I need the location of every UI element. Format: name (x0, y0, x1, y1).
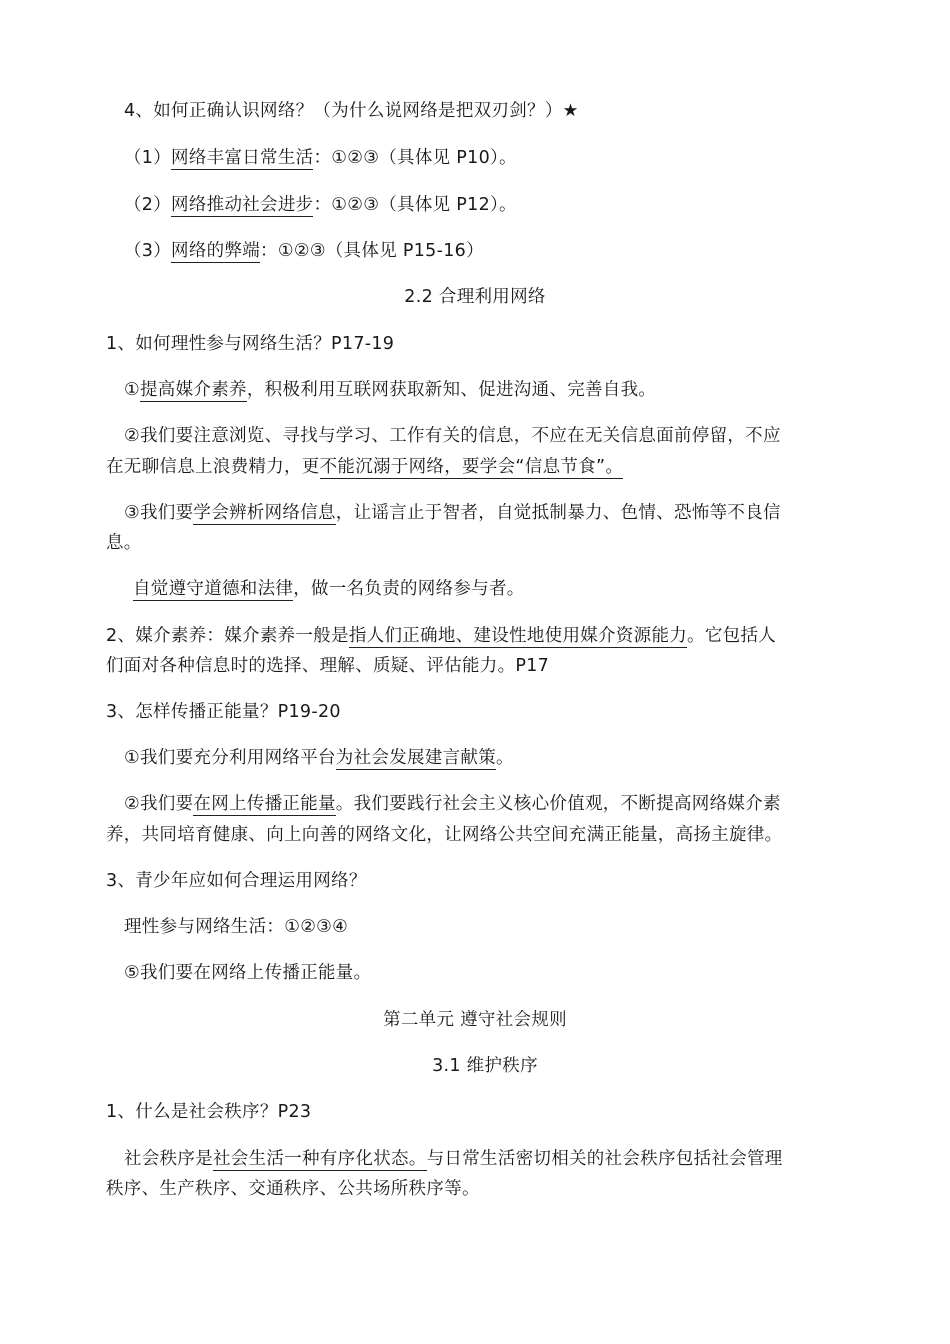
q4-item-3 (124, 240, 854, 262)
q1-point-3-line-1 (124, 502, 854, 524)
q3b-line-1: 理性参与网络生活：①②③④ (124, 917, 349, 937)
point-text: ①我们要充分利用网络平台 (124, 748, 336, 768)
question-5-title: 1、什么是社会秩序？P23 (106, 1102, 312, 1122)
q1-point-4 (133, 578, 863, 600)
item-text: ：①②③（具体见 P15-16） (260, 241, 484, 261)
item-prefix: （2） (124, 195, 172, 215)
q1-point-3-line-2: 息。 (106, 533, 142, 553)
item-text: ：①②③（具体见 P12）。 (313, 195, 517, 215)
underlined-key-phrase: 在网上传播正能量 (193, 794, 336, 814)
q3-point-1 (124, 747, 854, 769)
underlined-key-phrase: 学会辨析网络信息 (193, 503, 336, 523)
point-text: 。 (496, 748, 514, 768)
question-2-line-2: 们面对各种信息时的选择、理解、质疑、评估能力。P17 (106, 656, 550, 676)
underlined-key-phrase: 网络推动社会进步 (171, 195, 314, 215)
question-3-title: 3、怎样传播正能量？P19-20 (106, 702, 341, 722)
q1-point-1 (124, 379, 854, 401)
question-2-line-1 (106, 625, 836, 647)
q3b-line-2: ⑤我们要在网络上传播正能量。 (124, 963, 372, 983)
q1-point-2-line-1: ②我们要注意浏览、寻找与学习、工作有关的信息，不应在无关信息面前停留，不应 (124, 426, 781, 446)
q4-item-2 (124, 194, 854, 216)
q4-item-1 (124, 147, 854, 169)
q1-point-2-line-2 (106, 456, 836, 478)
underlined-key-phrase: 社会生活一种有序化状态。 (213, 1149, 427, 1169)
section-heading-2-2: 2.2 合理利用网络 (404, 287, 546, 307)
point-marker: ① (124, 380, 140, 400)
question-3b-title: 3、青少年应如何合理运用网络？ (106, 871, 367, 891)
underlined-key-phrase: 提高媒介素养 (140, 380, 247, 400)
point-text: ，积极利用互联网获取新知、促进沟通、完善自我。 (246, 380, 657, 400)
question-4-title: 4、如何正确认识网络？（为什么说网络是把双刃剑？）★ (124, 101, 579, 121)
definition-text: 社会秩序是 (124, 1149, 213, 1169)
definition-text: 与日常生活密切相关的社会秩序包括社会管理 (426, 1149, 783, 1169)
item-prefix: （1） (124, 148, 172, 168)
underlined-key-phrase: 不能沉溺于网络，要学会“信息节食”。 (319, 457, 624, 477)
section-heading-3-1: 3.1 维护秩序 (432, 1056, 538, 1076)
point-text: ，让谣言止于智者，自觉抵制暴力、色情、恐怖等不良信 (335, 503, 781, 523)
unit-heading: 第二单元 遵守社会规则 (383, 1010, 567, 1030)
point-text: ③我们要 (124, 503, 194, 523)
q3-point-2-line-2: 养，共同培育健康、向上向善的网络文化，让网络公共空间充满正能量，高扬主旋律。 (106, 825, 783, 845)
underlined-key-phrase: 为社会发展建言献策 (335, 748, 496, 768)
item-text: ：①②③（具体见 P10）。 (313, 148, 517, 168)
underlined-key-phrase: 指人们正确地、建设性地使用媒介资源能力 (348, 626, 688, 646)
underlined-key-phrase: 网络丰富日常生活 (171, 148, 314, 168)
definition-text: 。它包括人 (687, 626, 777, 646)
item-prefix: （3） (124, 241, 172, 261)
point-text: ，做一名负责的网络参与者。 (293, 579, 525, 599)
underlined-key-phrase: 自觉遵守道德和法律 (133, 579, 294, 599)
underlined-key-phrase: 网络的弊端 (171, 241, 261, 261)
point-text: 。我们要践行社会主义核心价值观，不断提高网络媒介素 (335, 794, 781, 814)
point-text: ②我们要 (124, 794, 194, 814)
q3-point-2-line-1 (124, 793, 854, 815)
q5-line-2: 秩序、生产秩序、交通秩序、公共场所秩序等。 (106, 1179, 480, 1199)
question-1-title: 1、如何理性参与网络生活？P17-19 (106, 334, 395, 354)
point-text: 在无聊信息上浪费精力，更 (106, 457, 320, 477)
definition-text: 2、媒介素养：媒介素养一般是 (106, 626, 349, 646)
q5-line-1 (124, 1148, 854, 1170)
